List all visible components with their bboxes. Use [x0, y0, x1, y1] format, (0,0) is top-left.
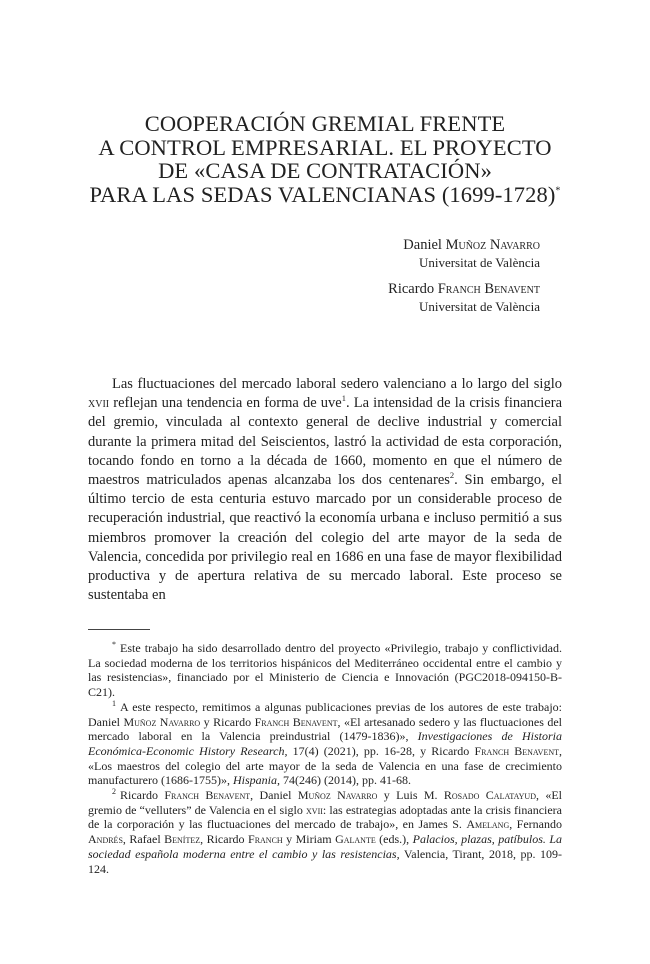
footnote-text: , Ricardo — [200, 832, 249, 847]
footnote-text: y Luis M. — [377, 788, 444, 803]
author-surname: Franch Benavent — [474, 743, 560, 758]
footnote-mark: 1 — [112, 698, 116, 708]
footnote-text: , «El gremio de “velluters” de Valencia en el siglo — [88, 788, 562, 817]
author-list — [388, 236, 540, 324]
body-paragraph — [88, 375, 562, 605]
book-title: Palacios, plazas, patíbulos. La sociedad española moderna entre el cambio y las resistencias, — [88, 832, 562, 861]
author-1-first: Daniel — [403, 237, 442, 253]
author-2-first: Ricardo — [388, 281, 435, 297]
footnotes — [88, 641, 562, 876]
footnote-text: : las estrategias adoptadas ante la crisis financiera de la corporación y las fluctuaciones del mercado de trabajo», en James S. — [88, 802, 562, 832]
journal-title: Hispania, — [232, 773, 280, 788]
footnote-mark: * — [112, 640, 116, 649]
title-line-2: A CONTROL EMPRESARIAL. EL PROYECTO — [98, 134, 552, 160]
title-footnote-marker: * — [555, 185, 561, 196]
author-2-last: Franch Benavent — [437, 281, 540, 297]
footnote-text: Valencia, Tirant, 2018, pp. 109-124. — [88, 846, 562, 876]
footnote-star — [88, 641, 562, 700]
author-surname: Muñoz Navarro — [123, 714, 201, 729]
title-line-3: DE «CASA DE CONTRATACIÓN» — [158, 158, 492, 183]
body-text-run: reflejan una tendencia en forma de uve — [109, 395, 342, 412]
footnote-text: , Rafael — [122, 832, 165, 847]
footnote-text: 17(4) (2021), pp. 16-28, y Ricardo — [287, 743, 475, 758]
author-surname: Amelang — [466, 817, 510, 832]
body-text-run: . La intensidad de la crisis financiera del gremio, vinculada al contexto general de declive industrial y comercial durante la primera mitad del Seiscientos, lastró la actividad de esta corporación, tocando fondo en torno a la década de 1660, momento en que el número de maestros matriculados apenas alcanzaba los dos centenares — [88, 395, 563, 489]
footnote-text: , Fernando — [509, 817, 563, 832]
footnote-text: , Daniel — [250, 788, 298, 803]
body-text — [88, 375, 562, 605]
footnote-text: y Ricardo — [200, 714, 255, 729]
title-line-4-text: PARA LAS SEDAS VALENCIANAS (1699-1728) — [89, 181, 556, 207]
title-line-4 — [60, 183, 590, 207]
footnote-divider — [88, 629, 150, 630]
author-2-affiliation: Universitat de València — [418, 299, 540, 314]
footnote-ref-1[interactable]: 1 — [341, 393, 346, 404]
footnote-mark: 2 — [112, 787, 116, 797]
author-2-name — [388, 280, 540, 298]
footnote-text: Ricardo — [120, 788, 165, 803]
footnote-1 — [88, 700, 562, 788]
century-numeral: xvii — [88, 395, 110, 412]
author-surname: Franch Benavent — [254, 714, 338, 729]
journal-title: Investigaciones de Historia Económica-Economic History Research, — [88, 729, 563, 758]
footnote-text: (eds.), — [375, 832, 413, 847]
author-1-name — [388, 236, 540, 254]
footnote-text: , «El artesanado sedero y las fluctuaciones del mercado laboral en la Valencia preindustrial (1479-1836)», — [88, 714, 562, 744]
footnote-text: , «Los maestros del colegio del arte mayor de la seda de Valencia en una fase de crecimiento manufacturero (1686-1755)», — [88, 743, 563, 788]
body-text-run: . Sin embargo, el último tercio de esta centuria estuvo marcado por un considerable proceso de recuperación industrial, que reactivó la economía urbana e incluso permitió a sus miembros promover la creación del colegio del arte mayor de la seda de Valencia, concedida por privilegio real en 1686 en una fase de mayor flexibilidad productiva y de apertura relativa de su mercado laboral. Este proceso se sustentaba en — [88, 472, 562, 604]
body-text-run: Las fluctuaciones del mercado laboral sedero valenciano a lo largo del siglo — [112, 376, 562, 392]
author-1-last: Muñoz Navarro — [445, 237, 540, 253]
author-surname: Benítez — [164, 832, 201, 847]
footnote-2 — [88, 788, 562, 876]
article-title — [60, 112, 590, 206]
footnote-ref-2[interactable]: 2 — [449, 470, 455, 481]
footnote-text: Este trabajo ha sido desarrollado dentro del proyecto «Privilegio, trabajo y conflictividad. La sociedad moderna de los territorios hispánicos del Mediterráneo occidental entre el cambio y las resistencias», financiado por el Ministerio de Ciencia e Innovación (PGC2018-094150-B-C21). — [88, 641, 562, 700]
footnote-text: A este respecto, remitimos a algunas publicaciones previas de los autores de este trabajo: Daniel — [88, 699, 562, 729]
title-line-1: COOPERACIÓN GREMIAL FRENTE — [144, 111, 506, 136]
century-numeral: xvii — [306, 802, 323, 817]
author-surname: Galante — [335, 832, 376, 847]
author-surname: Muñoz Navarro — [297, 788, 378, 803]
author-surname: Franch — [248, 832, 283, 847]
footnote-text: 74(246) (2014), pp. 41-68. — [279, 773, 411, 788]
footnote-text: y Miriam — [282, 832, 336, 847]
author-1-affiliation: Universitat de València — [418, 255, 540, 270]
author-surname: Andrés — [88, 832, 123, 847]
author-surname: Rosado Calatayud — [443, 788, 536, 803]
author-surname: Franch Benavent — [164, 788, 251, 803]
